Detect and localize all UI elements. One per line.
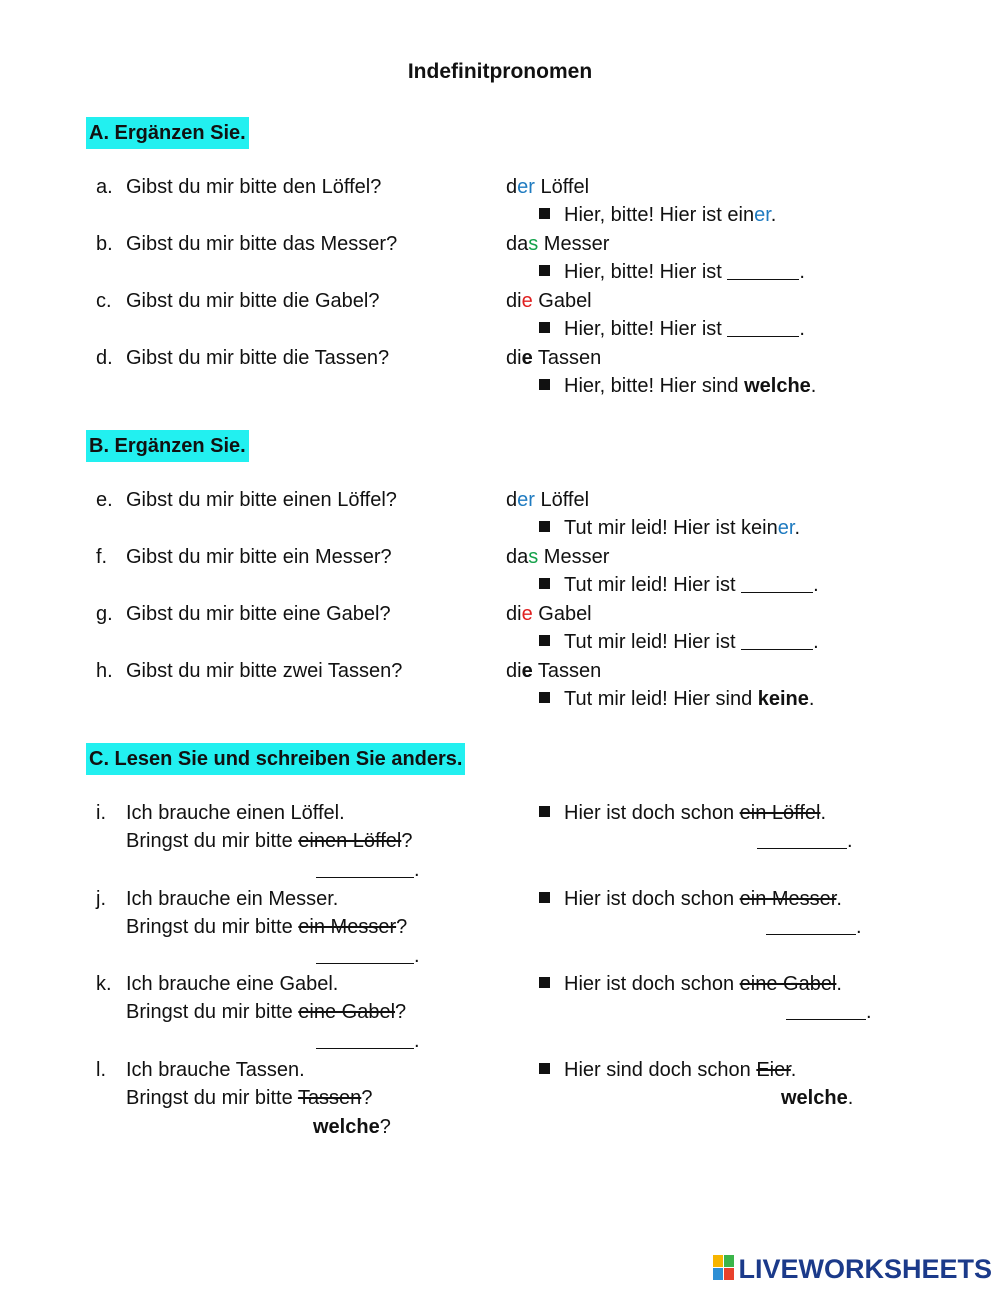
answer-suffix: . [836,973,842,995]
answer-blank[interactable] [727,318,799,337]
item-letter: e. [96,489,113,511]
item-letter: g. [96,603,113,625]
question-text: Gibst du mir bitte eine Gabel? [126,603,391,625]
question-text: Gibst du mir bitte zwei Tassen? [126,660,403,682]
answer-suffix: . [820,802,827,824]
answer-text: Tut mir leid! Hier sind [564,688,758,710]
example-bold: welche [313,1116,380,1138]
article-f [506,543,609,571]
bullet-icon [539,208,550,219]
answer-b [539,258,805,286]
question-text: Gibst du mir bitte das Messer? [126,233,398,255]
answer-blank[interactable] [741,631,813,650]
section-c-heading: C. Lesen Sie und schreiben Sie anders. [86,743,465,775]
answer-suffix: . [770,204,777,226]
bullet-icon [539,892,550,903]
answer-e [539,514,800,542]
answer-bold: keine [757,688,809,710]
article-noun: Tassen [532,347,602,369]
article-stem: di [506,347,522,369]
liveworksheets-logo[interactable] [713,1254,992,1285]
section-a-heading: A. Ergänzen Sie. [86,117,249,149]
question-suffix: ? [401,830,413,852]
answer-blank[interactable] [727,261,799,280]
question-text: Gibst du mir bitte die Tassen? [126,347,390,369]
question-suffix: ? [396,916,408,938]
article-noun: Tassen [532,660,602,682]
article-a [506,173,589,201]
article-stem: da [506,546,529,568]
answer-blank[interactable] [316,945,414,964]
answer-text: Hier, bitte! Hier ist [564,261,728,283]
item-letter: h. [96,660,113,682]
answer-bold: welche [744,375,811,397]
exercise-k-line2 [126,998,406,1026]
answer-text: Hier, bitte! Hier ist [564,318,728,340]
article-ending: e [521,660,533,682]
article-stem: di [506,290,522,312]
question-d [96,344,389,372]
answer-suffix: . [810,375,817,397]
article-c [506,287,592,315]
answer-f [539,571,819,599]
answer-suffix: . [790,1059,797,1081]
article-noun: Gabel [532,290,592,312]
question-f [96,543,392,571]
question-text: Bringst du mir bitte [126,1087,298,1109]
question-text: Gibst du mir bitte den Löffel? [126,176,382,198]
struck-text: Eier [756,1059,791,1081]
article-ending: er [517,489,535,511]
exercise-l-answer [539,1056,796,1084]
article-e [506,486,589,514]
item-letter: d. [96,347,113,369]
article-noun: Messer [538,233,610,255]
question-suffix: ? [395,1001,407,1023]
item-letter: b. [96,233,113,255]
article-g [506,600,592,628]
exercise-i-answer [539,799,826,827]
bullet-icon [539,977,550,988]
question-text: Bringst du mir bitte [126,916,299,938]
item-letter: j. [96,888,106,910]
article-ending: s [528,233,539,255]
answer-h [539,685,814,713]
answer-text: Tut mir leid! Hier ist [564,631,742,653]
answer-text: Hier, bitte! Hier sind [564,375,745,397]
exercise-k-line1 [96,970,338,998]
article-stem: da [506,233,529,255]
exercise-l-line2 [126,1084,372,1112]
question-b [96,230,397,258]
statement-text: Ich brauche einen Löffel. [126,802,345,824]
article-ending: s [528,546,539,568]
answer-suffix: . [813,631,819,653]
exercise-i-line1 [96,799,345,827]
article-stem: d [506,176,518,198]
logo-text: LIVEWORKSHEETS [738,1254,992,1284]
answer-suffix: . [799,261,805,283]
question-c [96,287,379,315]
example-bold: welche [781,1087,848,1109]
struck-text: ein Löffel [739,802,821,824]
exercise-j-blank: . [316,942,420,970]
article-ending: e [521,347,533,369]
article-ending: er [517,176,535,198]
example-suffix: ? [379,1116,391,1138]
logo-mark-icon [713,1255,735,1281]
item-letter: a. [96,176,113,198]
struck-text: eine Gabel [739,973,837,995]
article-ending: e [521,290,533,312]
bullet-icon [539,379,550,390]
item-letter: c. [96,290,112,312]
answer-text: Hier sind doch schon [564,1059,757,1081]
answer-text: Hier ist doch schon [564,802,740,824]
exercise-k-blank: . [316,1027,420,1055]
exercise-i-blank: . [316,856,420,884]
item-letter: i. [96,802,106,824]
exercise-l-answer-example [781,1084,853,1112]
question-g [96,600,391,628]
item-letter: f. [96,546,108,568]
article-h [506,657,601,685]
question-h [96,657,402,685]
answer-a [539,201,776,229]
article-noun: Löffel [534,489,590,511]
answer-blank[interactable] [757,830,847,849]
answer-ending: er [777,517,795,539]
section-b-heading: B. Ergänzen Sie. [86,430,249,462]
article-ending: e [521,603,533,625]
bullet-icon [539,322,550,333]
bullet-icon [539,521,550,532]
bullet-icon [539,692,550,703]
exercise-l-example [313,1113,391,1141]
bullet-icon [539,265,550,276]
answer-d [539,372,816,400]
bullet-icon [539,806,550,817]
question-text: Gibst du mir bitte ein Messer? [126,546,392,568]
answer-suffix: . [813,574,819,596]
struck-text: ein Messer [298,916,397,938]
item-letter: k. [96,973,112,995]
answer-ending: er [754,204,771,226]
exercise-i-line2 [126,827,412,855]
answer-text: Tut mir leid! Hier ist kein [564,517,778,539]
struck-text: ein Messer [739,888,837,910]
answer-suffix: . [808,688,815,710]
bullet-icon [539,578,550,589]
question-text: Gibst du mir bitte die Gabel? [126,290,380,312]
item-letter: l. [96,1059,106,1081]
answer-blank[interactable] [316,859,414,878]
article-noun: Löffel [534,176,590,198]
answer-text: Hier, bitte! Hier ist ein [564,204,755,226]
statement-text: Ich brauche ein Messer. [126,888,339,910]
exercise-k-answer [539,970,842,998]
exercise-j-line1 [96,885,338,913]
struck-text: einen Löffel [298,830,402,852]
question-text: Bringst du mir bitte [126,830,299,852]
statement-text: Ich brauche Tassen. [126,1059,305,1081]
bullet-icon [539,635,550,646]
article-stem: di [506,660,522,682]
article-d [506,344,601,372]
exercise-j-line2 [126,913,407,941]
article-stem: d [506,489,518,511]
answer-text: Tut mir leid! Hier ist [564,574,742,596]
question-text: Bringst du mir bitte [126,1001,299,1023]
question-a [96,173,381,201]
exercise-j-answer-blank: . [766,913,862,941]
exercise-l-line1 [96,1056,305,1084]
page-title: Indefinitpronomen [407,60,593,83]
answer-c [539,315,805,343]
example-suffix: . [847,1087,854,1109]
question-e [96,486,397,514]
article-noun: Messer [538,546,610,568]
answer-suffix: . [799,318,805,340]
bullet-icon [539,1063,550,1074]
answer-g [539,628,819,656]
answer-text: Hier ist doch schon [564,973,740,995]
article-b [506,230,609,258]
answer-blank[interactable] [741,574,813,593]
answer-blank[interactable] [766,916,856,935]
article-noun: Gabel [532,603,592,625]
exercise-i-answer-blank: . [757,827,853,855]
question-text: Gibst du mir bitte einen Löffel? [126,489,397,511]
statement-text: Ich brauche eine Gabel. [126,973,339,995]
struck-text: Tassen [297,1087,362,1109]
exercise-k-answer-blank: . [786,998,872,1026]
answer-suffix: . [794,517,800,539]
answer-text: Hier ist doch schon [564,888,740,910]
answer-blank[interactable] [316,1030,414,1049]
exercise-j-answer [539,885,842,913]
answer-suffix: . [836,888,842,910]
question-suffix: ? [361,1087,373,1109]
answer-blank[interactable] [786,1001,866,1020]
article-stem: di [506,603,522,625]
struck-text: eine Gabel [298,1001,396,1023]
